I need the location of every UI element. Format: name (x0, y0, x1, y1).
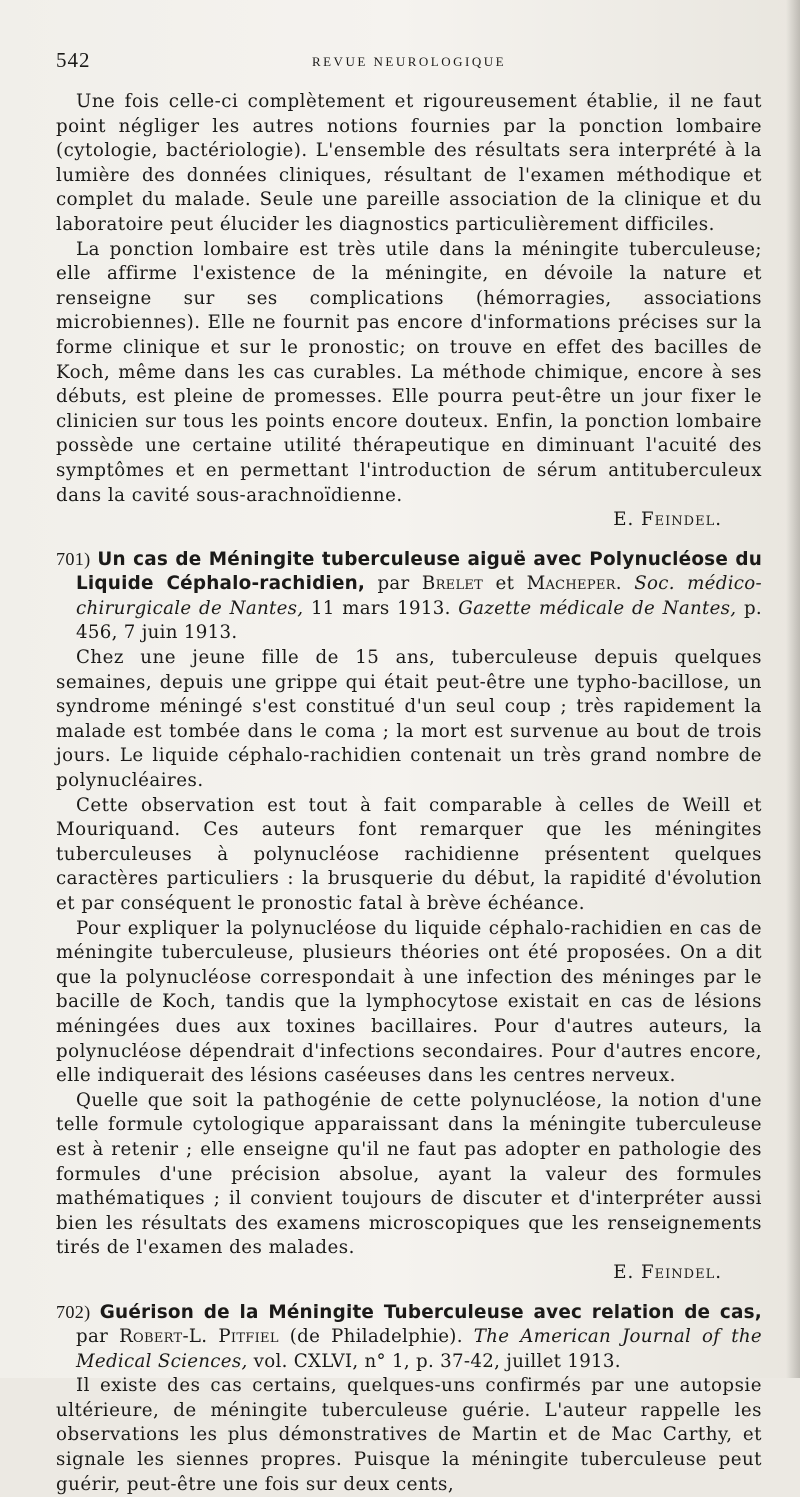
body-paragraph: Quelle que soit la pathogénie de cette polynucléose, la notion d'une telle formule cytologique apparaissant dans la méningite tuberculeuse est à retenir ; elle enseigne qu'il ne faut pas adopter en pathologie des formules d'une précision absolue, ayant la valeur des formules mathématiques ; il convient toujours de discuter et d'interpréter aussi bien les résultats des examens microscopiques que les renseignements tirés de l'examen des malades. (56, 1089, 762, 1261)
body-paragraph: Il existe des cas certains, quelques-uns confirmés par une autopsie ultérieure, de méningite tuberculeuse guérie. L'auteur rappelle les observations les plus démonstratives de Martin et de Mac Carthy, et signale les siennes propres. Puisque la méningite tuberculeuse peut guérir, peut-être une fois sur deux cents, (56, 1374, 762, 1497)
by-word: par (76, 1326, 108, 1347)
page-number: 542 (56, 48, 91, 73)
author-name: Robert-L. Pitfiel (119, 1326, 279, 1347)
body-paragraph: La ponction lombaire est très utile dans la méningite tuberculeuse; elle affirme l'existence de la méningite, en dévoile la nature et renseigne sur ses complications (hémorragies, associations microbiennes). Elle ne fournit pas encore d'informations précises sur la forme clinique et sur le pronostic; on trouve en effet des bacilles de Koch, même dans les cas curables. La méthode chimique, encore à ses débuts, est pleine de promesses. Elle pourra peut-être un jour fixer le clinicien sur tous les points encore douteux. Enfin, la ponction lombaire possède une certaine utilité thérapeutique en diminuant l'acuité des symptômes et en permettant l'introduction de sérum antituberculeux dans la cavité sous-arachnoïdienne. (56, 238, 762, 509)
abstract-number: 701) (56, 549, 91, 569)
abstract-title: Guérison de la Méningite Tuberculeuse avec relation de cas, (100, 1302, 762, 1323)
signature-initial: E. (613, 1262, 634, 1283)
running-header (56, 48, 762, 74)
source-journal: Soc. médico-chirurgicale de Nantes, (76, 573, 762, 619)
intro-section (56, 90, 762, 533)
source-reference: vol. CXLVI, n° 1, p. 37-42, juillet 1913. (254, 1351, 621, 1372)
abstract-title: Un cas de Méningite tuberculeuse aiguë avec Polynucléose du Liquide Céphalo-rachidien, (76, 549, 762, 595)
abstract-701 (56, 547, 762, 1286)
body-paragraph: Cette observation est tout à fait comparable à celles de Weill et Mouriquand. Ces auteurs font remarquer que les méningites tuberculeuses à polynucléose rachidienne présentent quelques caractères particuliers : la brusquerie du début, la rapidité d'évolution et par conséquent le pronostic fatal à brève échéance. (56, 794, 762, 917)
signature-initial: E. (613, 509, 634, 530)
author-name: Macheper. (527, 573, 622, 594)
author-name: Brelet (422, 573, 483, 594)
source-reference: p. 456, 7 juin 1913. (76, 598, 762, 644)
abstract-heading (56, 547, 762, 646)
source-journal: The American Journal of the Medical Sciences, (76, 1326, 762, 1372)
source-journal: Gazette médicale de Nantes, (458, 598, 736, 619)
signature (56, 508, 722, 533)
abstract-number: 702) (56, 1302, 91, 1322)
body-paragraph: Pour expliquer la polynucléose du liquide céphalo-rachidien en cas de méningite tuberculeuse, plusieurs théories ont été proposées. On a dit que la polynucléose correspondait à une infection des méninges par le bacille de Koch, tandis que la lymphocytose existait en cas de lésions méningées dues aux toxines bacillaires. Pour d'autres auteurs, la polynucléose dépendrait d'infections secondaires. Pour d'autres encore, elle indiquerait des lésions caséeuses dans les centres nerveux. (56, 917, 762, 1089)
abstract-702 (56, 1300, 762, 1497)
page-edge-shadow (786, 0, 800, 1378)
signature-name: Feindel. (641, 509, 722, 530)
journal-running-title: REVUE NEUROLOGIQUE (56, 54, 762, 70)
by-word: par (377, 573, 409, 594)
body-paragraph: Chez une jeune fille de 15 ans, tuberculeuse depuis quelques semaines, depuis une grippe qui était peut-être une typho-bacillose, un syndrome méningé s'est constitué d'un seul coup ; très rapidement la malade est tombée dans le coma ; la mort est survenue au bout de trois jours. Le liquide céphalo-rachidien contenait un très grand nombre de polynucléaires. (56, 646, 762, 794)
author-affiliation: (de Philadelphie). (290, 1326, 463, 1347)
abstract-heading (56, 1300, 762, 1375)
signature (56, 1261, 722, 1286)
source-date: 11 mars 1913. (311, 598, 451, 619)
and-word: et (496, 573, 515, 594)
signature-name: Feindel. (641, 1262, 722, 1283)
body-paragraph: Une fois celle-ci complètement et rigoureusement établie, il ne faut point négliger les autres notions fournies par la ponction lombaire (cytologie, bactériologie). L'ensemble des résultats sera interprété à la lumière des données cliniques, résultant de l'examen méthodique et complet du malade. Seule une pareille association de la clinique et du laboratoire peut élucider les diagnostics particulièrement difficiles. (56, 90, 762, 238)
